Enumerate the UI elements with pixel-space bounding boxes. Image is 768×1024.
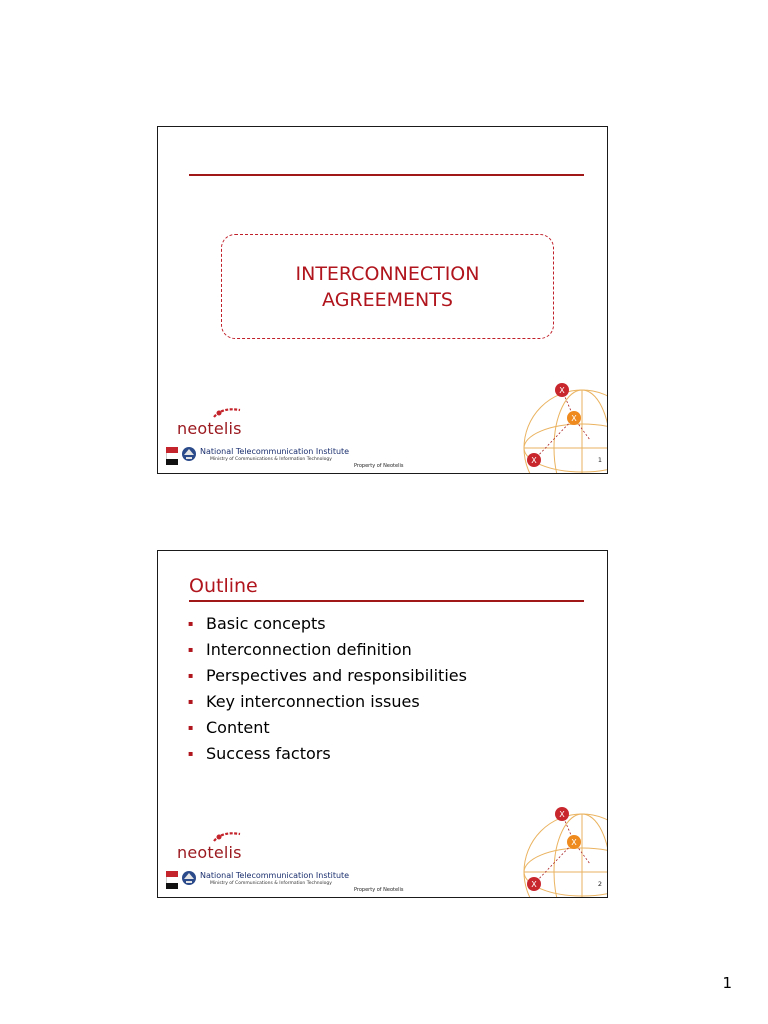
footer-logo xyxy=(164,825,374,897)
svg-text:X: X xyxy=(531,880,537,889)
property-label: Property of Neotelis xyxy=(354,887,404,893)
svg-text:X: X xyxy=(559,810,565,819)
institute-name: National Telecommunication Institute xyxy=(200,447,350,456)
bullet-icon: ▪ xyxy=(188,619,194,628)
header-rule xyxy=(189,600,584,602)
nti-emblem-icon xyxy=(181,445,197,463)
svg-text:X: X xyxy=(559,386,565,395)
institute-name: National Telecommunication Institute xyxy=(200,871,350,880)
svg-text:X: X xyxy=(571,838,577,847)
globe-network-icon xyxy=(502,378,607,473)
list-item: ▪ Content xyxy=(188,718,270,737)
svg-text:X: X xyxy=(531,456,537,465)
title-box xyxy=(221,234,554,339)
globe-network-icon xyxy=(502,802,607,897)
brand-name: neotelis xyxy=(177,419,242,438)
ministry-name: Ministry of Communications & Information Technology xyxy=(210,881,332,886)
bullet-icon: ▪ xyxy=(188,671,194,680)
brand-name: neotelis xyxy=(177,843,242,862)
bullet-list xyxy=(188,611,467,767)
bullet-icon: ▪ xyxy=(188,723,194,732)
svg-text:X: X xyxy=(571,414,577,423)
property-label: Property of Neotelis xyxy=(354,463,404,469)
slide-page-number: 2 xyxy=(597,880,602,888)
document-page-number: 1 xyxy=(722,974,732,992)
header-rule xyxy=(189,174,584,176)
slide-title: INTERCONNECTION AGREEMENTS xyxy=(295,262,480,311)
ministry-name: Ministry of Communications & Information Technology xyxy=(210,457,332,462)
slide-page-number: 1 xyxy=(597,456,602,464)
slide-title: Outline xyxy=(189,575,258,597)
list-item: ▪ Interconnection definition xyxy=(188,640,412,659)
bullet-icon: ▪ xyxy=(188,697,194,706)
slide-1 xyxy=(157,126,608,474)
bullet-icon: ▪ xyxy=(188,645,194,654)
list-item: ▪ Perspectives and responsibilities xyxy=(188,666,467,685)
bullet-icon: ▪ xyxy=(188,749,194,758)
flag-icon xyxy=(166,447,178,465)
nti-emblem-icon xyxy=(181,869,197,887)
slide-2 xyxy=(157,550,608,898)
flag-icon xyxy=(166,871,178,889)
list-item: ▪ Key interconnection issues xyxy=(188,692,420,711)
list-item: ▪ Basic concepts xyxy=(188,614,326,633)
list-item: ▪ Success factors xyxy=(188,744,331,763)
footer-logo xyxy=(164,401,374,473)
